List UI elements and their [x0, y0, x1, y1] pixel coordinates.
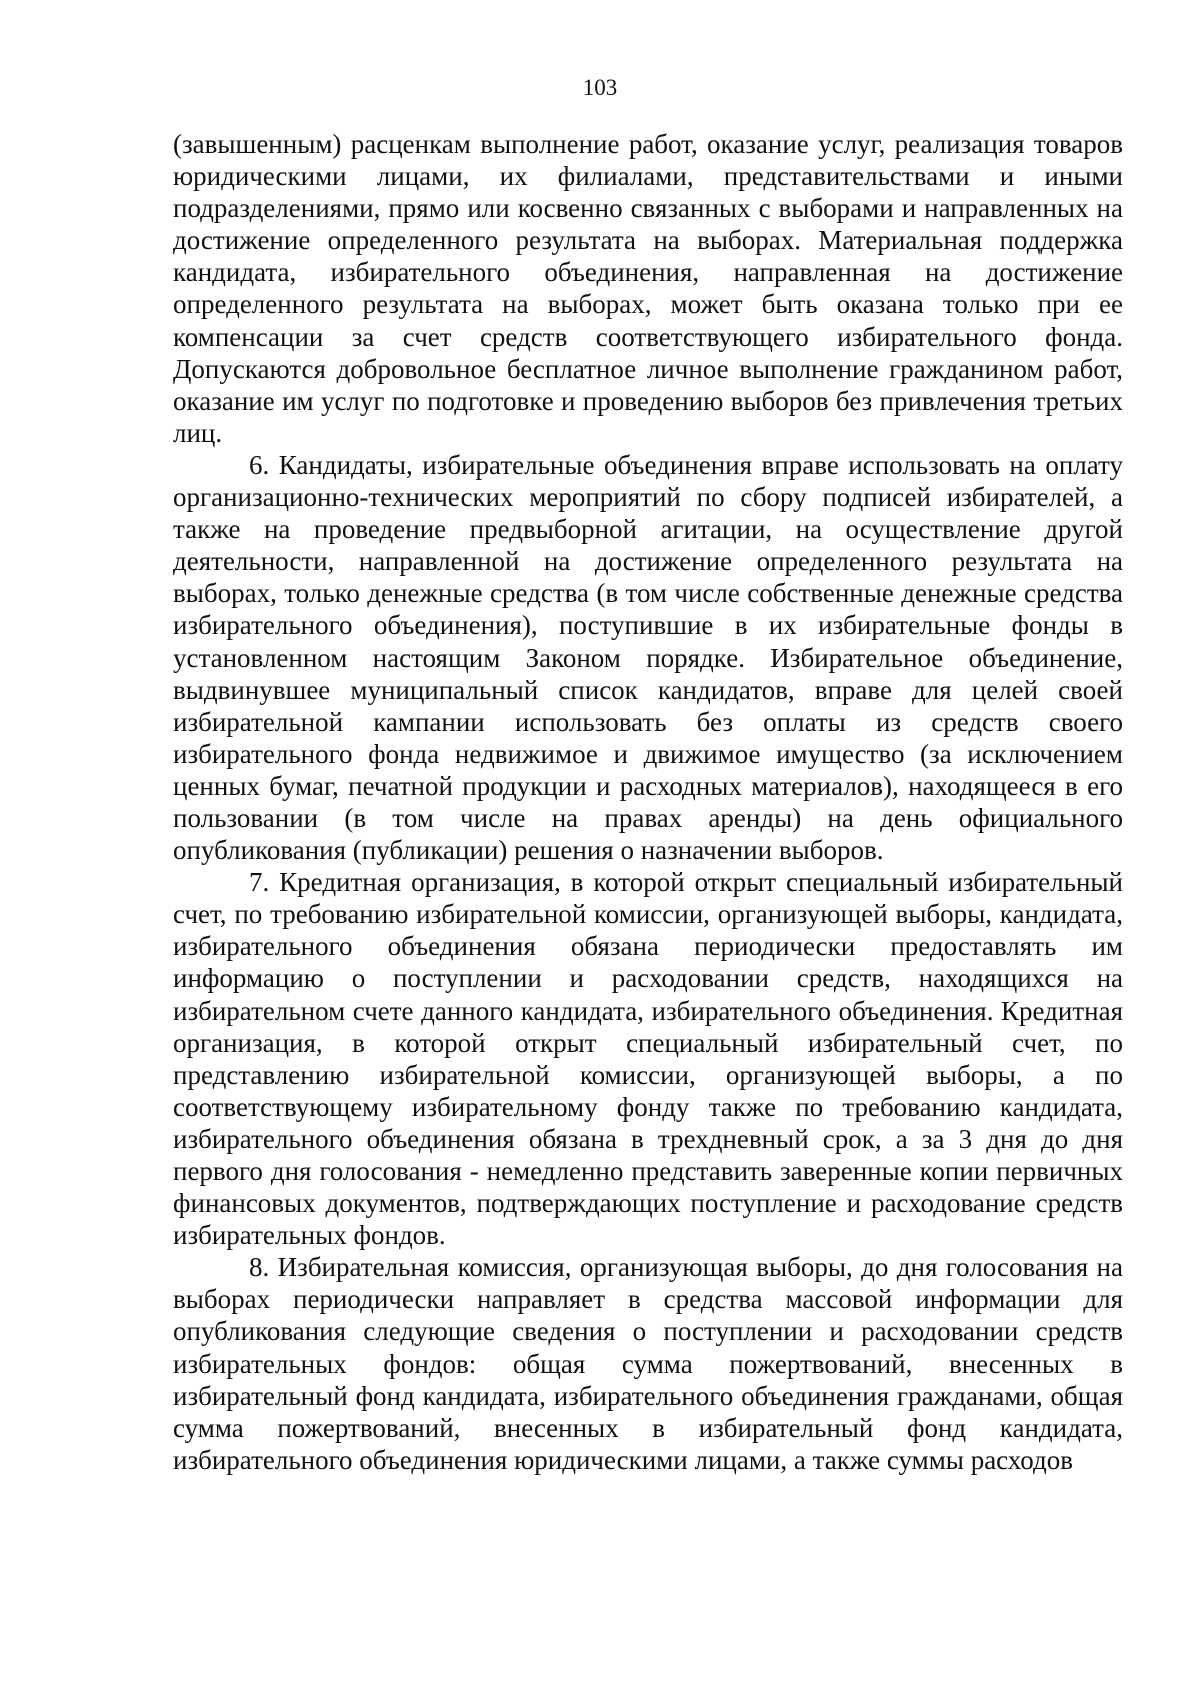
paragraph-continuation: (завышенным) расценкам выполнение работ, оказание услуг, реализация товаров юридическими лицами, их филиалами, представительствами и иными подразделениями, прямо или косвенно связанных с выборами и направленных на достижение определенного результата на выборах. Материальная поддержка кандидата, избирательного объединения, направленная на достижение определенного результата на выборах, может быть оказана только при ее компенсации за счет средств соответствующего избирательного фонда. Допускаются добровольное бесплатное личное выполнение гражданином работ, оказание им услуг по подготовке и проведению выборов без привлечения третьих лиц.: [173, 129, 1123, 448]
document-body: [173, 128, 1123, 1476]
page-number: 103: [582, 75, 618, 100]
paragraph-8: 8. Избирательная комиссия, организующая выборы, до дня голосования на выборах периодически направляет в средства массовой информации для опубликования следующие сведения о поступлении и расходовании средств избирательных фондов: общая сумма пожертвований, внесенных в избирательный фонд кандидата, избирательного объединения гражданами, общая сумма пожертвований, внесенных в избирательный фонд кандидата, избирательного объединения юридическими лицами, а также суммы расходов: [173, 1252, 1123, 1475]
paragraph-6: 6. Кандидаты, избирательные объединения вправе использовать на оплату организационно-технических мероприятий по сбору подписей избирателей, а также на проведение предвыборной агитации, на осуществление другой деятельности, направленной на достижение определенного результата на выборах, только денежные средства (в том числе собственные денежные средства избирательного объединения), поступившие в их избирательные фонды в установленном настоящим Законом порядке. Избирательное объединение, выдвинувшее муниципальный список кандидатов, вправе для целей своей избирательной кампании использовать без оплаты из средств своего избирательного фонда недвижимое и движимое имущество (за исключением ценных бумаг, печатной продукции и расходных материалов), находящееся в его пользовании (в том числе на правах аренды) на день официального опубликования (публикации) решения о назначении выборов.: [173, 449, 1123, 866]
paragraph-7: 7. Кредитная организация, в которой открыт специальный избирательный счет, по требованию избирательной комиссии, организующей выборы, кандидата, избирательного объединения обязана периодически предоставлять им информацию о поступлении и расходовании средств, находящихся на избирательном счете данного кандидата, избирательного объединения. Кредитная организация, в которой открыт специальный избирательный счет, по представлению избирательной комиссии, организующей выборы, а по соответствующему избирательному фонду также по требованию кандидата, избирательного объединения обязана в трехдневный срок, а за 3 дня до дня первого дня голосования - немедленно представить заверенные копии первичных финансовых документов, подтверждающих поступление и расходование средств избирательных фондов.: [173, 867, 1123, 1251]
